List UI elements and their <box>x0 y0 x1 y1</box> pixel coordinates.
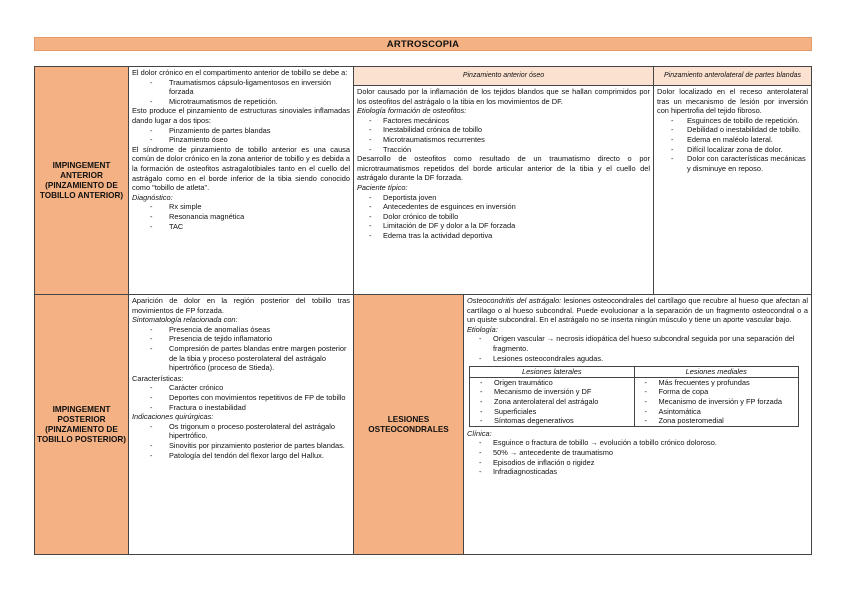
osteocondritis-text: lesiones osteocondrales del cartílago que recubre al hueso que afectan al cartílago o al hueso subcondral. Puede evolucionar a la separación de un fragmento osteocondral o a un quiste subcondral. En el astrágalo no se inserta ningún músculo y tiene un aporte vascular bajo. <box>467 296 808 325</box>
osteocondritis-heading: Osteocondritis del astrágalo: <box>467 296 562 305</box>
list-item: - Difícil localizar zona de dolor. <box>657 145 808 155</box>
list-item: - Resonancia magnética <box>132 212 350 222</box>
list-item: - Dolor crónico de tobillo <box>357 212 650 222</box>
indicaciones-list <box>132 422 350 460</box>
list-item: - Esguinces de tobillo de repetición. <box>657 116 808 126</box>
lesiones-mediales-list <box>637 378 797 426</box>
list-item: - Forma de copa <box>637 387 797 397</box>
list-item: - Patología del tendón del flexor largo del Hallux. <box>132 451 350 461</box>
osteocondral-label: LESIONES OSTEOCONDRALES <box>353 294 464 555</box>
anterior-types-list <box>132 126 350 145</box>
list-item: - Tracción <box>357 145 650 155</box>
lesiones-subtable <box>469 366 799 427</box>
list-item: - Síntomas degenerativos <box>472 416 632 426</box>
anterior-general-cell <box>128 66 354 295</box>
list-item: - 50% → antecedente de traumatismo <box>467 448 808 458</box>
anterior-causes-list <box>132 78 350 107</box>
oseo-p1: Dolor causado por la inflamación de los tejidos blandos que se hallan comprimidos por los osteofitos del astrágalo o la tibia en los movimientos de DF. <box>357 87 650 106</box>
list-item: - Mecanismo de inversión y DF <box>472 387 632 397</box>
oseo-p2: Desarrollo de osteofitos como resultado de un traumatismo directo o por microtraumatismos repetidos del borde articular anterior de la tibia y el cuello del astrágalo durante la DF forzada. <box>357 154 650 183</box>
list-item: - Factores mecánicos <box>357 116 650 126</box>
list-item: - Superficiales <box>472 407 632 417</box>
anterior-intro: El dolor crónico en el compartimento anterior de tobillo se debe a: <box>132 68 348 77</box>
oseo-etiologia-list <box>357 116 650 154</box>
blandas-p1: Dolor localizado en el receso anterolateral tras un mecanismo de lesión por inversión con hipertrofia del tejido fibroso. <box>657 87 808 116</box>
osteocondral-p1 <box>467 296 808 325</box>
list-item: - Edema en maléolo lateral. <box>657 135 808 145</box>
list-item: - Lesiones osteocondrales agudas. <box>467 354 808 364</box>
list-item: - Os trigonum o proceso posterolateral del astrágalo hipertrófico. <box>132 422 350 441</box>
list-item: - Compresión de partes blandas entre margen posterior de la tibia y proceso posterolateral del astrágalo hipertrófico (proceso de Stieda). <box>132 344 350 373</box>
list-item: - Episodios de inflación o rigidez <box>467 458 808 468</box>
posterior-cell <box>128 294 354 555</box>
list-item: - Origen vascular → necrosis idiopática del hueso subcondral seguida por una separación del fragmento. <box>467 334 808 353</box>
page-title: ARTROSCOPIA <box>34 37 812 51</box>
list-item: - Infradiagnosticadas <box>467 467 808 477</box>
list-item: - Esguince o fractura de tobillo → evolución a tobillo crónico doloroso. <box>467 438 808 448</box>
list-item: - Microtraumatismos recurrentes <box>357 135 650 145</box>
paciente-tipico-list <box>357 193 650 241</box>
blandas-body <box>653 85 812 295</box>
clinica-heading: Clínica: <box>467 428 492 438</box>
clinica-list <box>467 438 808 476</box>
oseo-header: Pinzamiento anterior óseo <box>353 66 654 86</box>
osteocondral-etiologia-heading: Etiología: <box>467 324 498 334</box>
posterior-label: IMPINGEMENT POSTERIOR (PINZAMIENTO DE TOBILLO POSTERIOR) <box>34 294 129 555</box>
list-item: - Más frecuentes y profundas <box>637 378 797 388</box>
anterior-p3: El síndrome de pinzamiento de tobillo anterior es una causa común de dolor crónico en la zona anterior de tobillo y es debida a la formación de osteofitos astragalotibiales tanto en el cuello del astrágalo como en el borde inferior de la tibia siendo conocido como "tobillo de atleta". <box>132 144 350 193</box>
list-item: - Edema tras la actividad deportiva <box>357 231 650 241</box>
list-item: - Sinovitis por pinzamiento posterior de partes blandas. <box>132 441 350 451</box>
blandas-header: Pinzamiento anterolateral de partes blandas <box>653 66 812 86</box>
list-item: - Zona anterolateral del astrágalo <box>472 397 632 407</box>
diagnostico-list <box>132 202 350 231</box>
osteocondral-body <box>463 294 812 555</box>
list-item: - Antecedentes de esguinces en inversión <box>357 202 650 212</box>
list-item: - Pinzamiento de partes blandas <box>132 126 350 136</box>
diagnostico-heading: Diagnóstico: <box>132 192 173 202</box>
lesiones-mediales-header: Lesiones mediales <box>634 367 799 378</box>
list-item: - Limitación de DF y dolor a la DF forzada <box>357 221 650 231</box>
sintomatologia-list <box>132 325 350 373</box>
list-item: - Pinzamiento óseo <box>132 135 350 145</box>
paciente-tipico-heading: Paciente típico: <box>357 182 408 192</box>
lesiones-mediales-cell <box>634 377 799 426</box>
list-item: - Origen traumático <box>472 378 632 388</box>
anterior-label: IMPINGEMENT ANTERIOR (PINZAMIENTO DE TOBILLO ANTERIOR) <box>34 66 129 295</box>
list-item: - Fractura o inestabilidad <box>132 403 350 413</box>
oseo-etiologia-heading: Etiología formación de osteofitos: <box>357 106 467 116</box>
list-item: - TAC <box>132 222 350 232</box>
lesiones-laterales-header: Lesiones laterales <box>470 367 635 378</box>
indicaciones-heading: Indicaciones quirúrgicas: <box>132 412 214 422</box>
anterior-p2: Esto produce el pinzamiento de estructuras sinoviales inflamadas dando lugar a dos tipos: <box>132 106 350 125</box>
sintomatologia-heading: Sintomatología relacionada con: <box>132 315 238 325</box>
caracteristicas-heading: Características: <box>132 373 184 383</box>
list-item: - Deportes con movimientos repetitivos de FP de tobillo <box>132 393 350 403</box>
list-item: - Asintomática <box>637 407 797 417</box>
lesiones-laterales-cell <box>470 377 635 426</box>
list-item: - Mecanismo de inversión y FP forzada <box>637 397 797 407</box>
list-item: - Deportista joven <box>357 193 650 203</box>
list-item: - Zona posteromedial <box>637 416 797 426</box>
list-item: - Carácter crónico <box>132 383 350 393</box>
list-item: - Microtraumatismos de repetición. <box>132 97 350 107</box>
osteocondral-etiologia-list <box>467 334 808 363</box>
list-item: - Inestabilidad crónica de tobillo <box>357 125 650 135</box>
lesiones-laterales-list <box>472 378 632 426</box>
list-item: - Presencia de anomalías óseas <box>132 325 350 335</box>
list-item: - Rx simple <box>132 202 350 212</box>
posterior-p1: Aparición de dolor en la región posterior del tobillo tras movimientos de FP forzada. <box>132 296 350 315</box>
oseo-body <box>353 85 654 295</box>
list-item: - Traumatismos cápsulo-ligamentosos en inversión forzada <box>132 78 350 97</box>
blandas-list <box>657 116 808 174</box>
caracteristicas-list <box>132 383 350 412</box>
list-item: - Dolor con características mecánicas y disminuye en reposo. <box>657 154 808 173</box>
list-item: - Debilidad o inestabilidad de tobillo. <box>657 125 808 135</box>
list-item: - Presencia de tejido inflamatorio <box>132 334 350 344</box>
